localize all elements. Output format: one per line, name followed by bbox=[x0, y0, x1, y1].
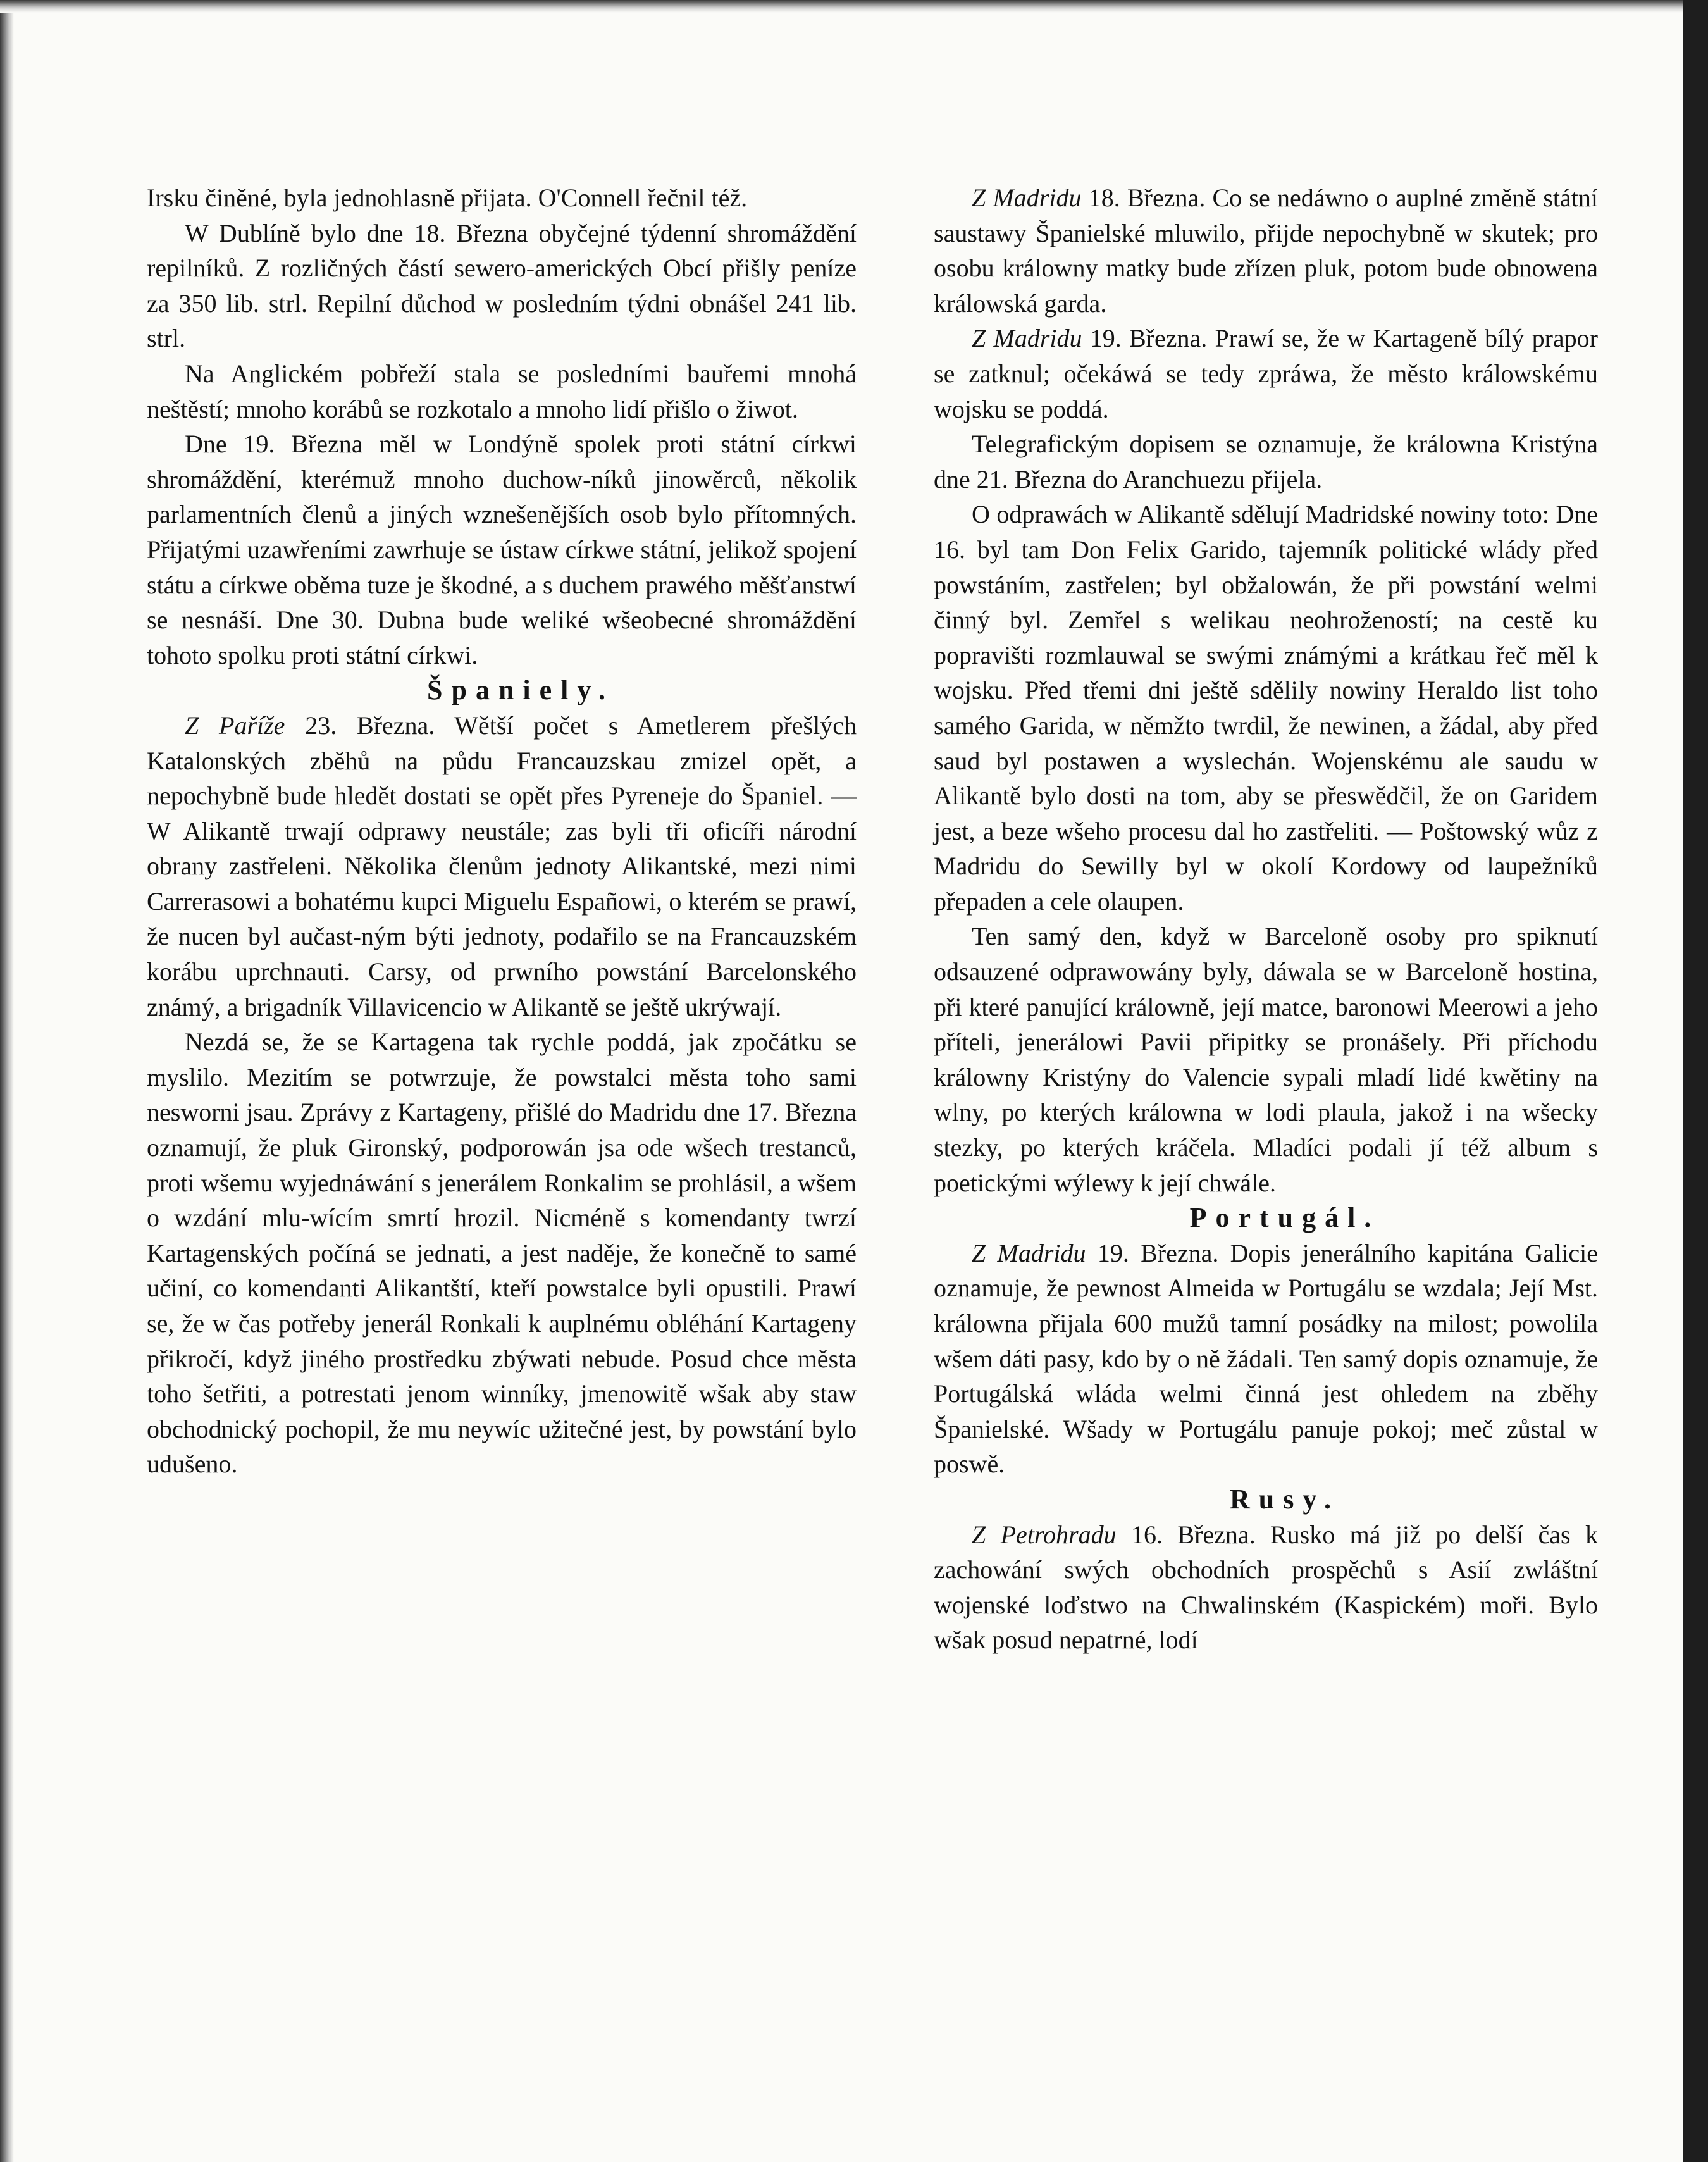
dateline-place: Z Madridu bbox=[972, 324, 1082, 353]
paragraph-dublin: W Dublíně bylo dne 18. Března obyčejné týdenní shromáždění repilníků. Z rozličných částí sewero-amerických Obcí přišly peníze za 350 lib. strl. Repilní důchod w posledním týdni obnášel 241 lib. strl. bbox=[147, 218, 857, 353]
paragraph-londyn: Dne 19. Března měl w Londýně spolek proti státní církwi shromáždění, kterémuž mnoho duchow-níků jinowěrců, několik parlamentních členů a jiných wznešenějších osob bylo přítomných. Přijatými uzawřeními zawrhuje se ústaw církwe státní, jelikož spojení státu a církwe oběma tuze je škodné, a s duchem prawého měšťanstwí se nesnáší. Dne 30. Dubna bude weliké wšeobecné shromáždění tohoto spolku proti státní církwi. bbox=[147, 430, 857, 669]
left-column bbox=[147, 180, 857, 1482]
paragraph-text: 16. Března. Rusko má již po delší čas k zachowání swých obchodních prospěchů s Asií zwláštní wojenské loďstwo na Chwalinském (Kaspickém) moři. Bylo wšak posud nepatrné, lodí bbox=[934, 1520, 1598, 1655]
page-edge-shadow-left bbox=[0, 0, 14, 2162]
page-edge-shadow-top bbox=[0, 0, 1683, 13]
section-heading-portugal: Portugál. bbox=[1189, 1202, 1380, 1234]
paragraph-text: 23. Března. Wětší počet s Ametlerem přešlých Katalonských zběhů na půdu Francauzskau zmizel opět, a nepochybně bude hledět dostati se opět přes Pyreneje do Španiel. — W Alikantě trwají odprawy neustále; zas byli tři oficíři národní obrany zastřeleni. Několika členům jednoty Alikantské, mezi nimi Carrerasowi a bohatému kupci Miguelu Españowi, o kterém se prawí, že nucen byl aučast-ným býti jednoty, podařilo se na Francauzském korábu uprchnauti. Carsy, od prwního powstání Barcelonského známý, a brigadník Villavicencio w Alikantě se ještě ukrýwají. bbox=[147, 711, 857, 1021]
paragraph-irsko: Irsku činěné, byla jednohlasně přijata. O'Connell řečnil též. bbox=[147, 183, 748, 212]
paragraph-kartagena: Nezdá se, že se Kartagena tak rychle poddá, jak zpočátku se myslilo. Mezitím se potwrzuje, že powstalci města toho sami nesworni jsau. Zprávy z Kartageny, přišlé do Madridu dne 17. Března oznamují, že pluk Gironský, podporowán jsa ode wšech trestanců, proti wšemu wyjednáwání s jenerálem Ronkalim se prohlásil, a wšem o wzdání mlu-wícím smrtí hrozil. Nicméně s komendanty twrzí Kartagenských počíná se jednati, a jest naděje, že konečně to samé učiní, co komendanti Alikantští, kteří powstalce byli opustili. Prawí se, že w čas potřeby jenerál Ronkali k auplnému obléhání Kartageny přikročí, když jiného prostředku zbýwati nebude. Posud chce města toho šetřiti, a potrestati jenom winníky, jmenowitě wšak aby staw obchodnický pochopil, že mu neywíc užitečné jest, by powstání bylo udušeno. bbox=[147, 1028, 857, 1479]
scan-border-right bbox=[1683, 0, 1708, 2162]
section-heading-russia: Rusy. bbox=[1230, 1483, 1340, 1515]
dateline-place: Z Madridu bbox=[972, 1238, 1086, 1267]
dateline-place: Z Petrohradu bbox=[972, 1520, 1117, 1549]
paragraph-portugal bbox=[934, 1236, 1598, 1482]
paragraph-pariz bbox=[147, 708, 857, 1024]
paragraph-telegraf: Telegrafickým dopisem se oznamuje, že králowna Kristýna dne 21. Března do Aranchuezu přijela. bbox=[934, 430, 1598, 494]
paragraph-anglicke-pobrezi: Na Anglickém pobřeží stala se posledními bauřemi mnohá neštěstí; mnoho korábů se rozkotalo a mnoho lidí přišlo o žiwot. bbox=[147, 359, 857, 423]
paragraph-barcelona: Ten samý den, když w Barceloně osoby pro spiknutí odsauzené odprawowány byly, dáwala se w Barceloně hostina, při které panující králowně, její matce, baronowi Meerowi a jeho příteli, jenerálowi Pavii připitky se pronášely. Při příchodu králowny Kristýny do Valencie sypali mladí lidé kwětiny na wlny, po kterých králowna w lodi plaula, jakož i na wšecky stezky, po kterých kráčela. Mladíci podali jí též album s poetickými wýlewy k její chwále. bbox=[934, 922, 1598, 1197]
dateline-place: Z Madridu bbox=[972, 183, 1082, 212]
dateline-place: Z Paříže bbox=[185, 711, 285, 740]
right-column bbox=[934, 180, 1598, 1658]
section-heading-spain: Španiely. bbox=[427, 674, 614, 706]
paragraph-alikante: O odprawách w Alikantě sdělují Madridské nowiny toto: Dne 16. byl tam Don Felix Garido, tajemník politické wlády před powstáním, zastřelen; byl obžalowán, že při powstání welmi činný byl. Zemřel s welikau neohrožeností; na cestě ku popravišti rozmlauwal se swými známými a krátkau řeč měl k wojsku. Před třemi dni ještě sdělily nowiny Heraldo list toho samého Garida, w němžto twrdil, že newinen, a žádal, aby před saud byl postawen a wyslechán. Wojenskému ale saudu w Alikantě bylo dosti na tom, aby se přeswědčil, že on Garidem jest, a beze wšeho procesu dal ho zastřeliti. — Poštowský wůz z Madridu do Sewilly byl w okolí Kordowy od laupežníků přepaden a cele olaupen. bbox=[934, 500, 1598, 916]
paragraph-madrid-19 bbox=[934, 321, 1598, 426]
paragraph-text: 19. Března. Dopis jenerálního kapitána Galicie oznamuje, že pewnost Almeida w Portugálu se wzdala; Její Mst. králowna přijala 600 mužů tamní posádky na milost; powolila wšem dáti pasy, kdo by o ně žádali. Ten samý dopis oznamuje, že Portugálská wláda welmi činná jest ohledem na zběhy Španielské. Wšady w Portugálu panuje pokoj; meč zůstal w poswě. bbox=[934, 1238, 1599, 1479]
paragraph-petrohrad bbox=[934, 1517, 1598, 1658]
paragraph-text: 19. Března. Prawí se, že w Kartageně bílý prapor se zatknul; očekáwá se tedy zpráwa, že město králowskému wojsku se poddá. bbox=[934, 324, 1598, 423]
paragraph-text: 18. Března. Co se nedáwno o auplné změně státní saustawy Španielské mluwilo, přijde nepochybně w skutek; pro osobu králowny matky bude zřízen pluk, potom bude obnowena králowská garda. bbox=[934, 183, 1599, 318]
paragraph-madrid-18 bbox=[934, 180, 1598, 321]
